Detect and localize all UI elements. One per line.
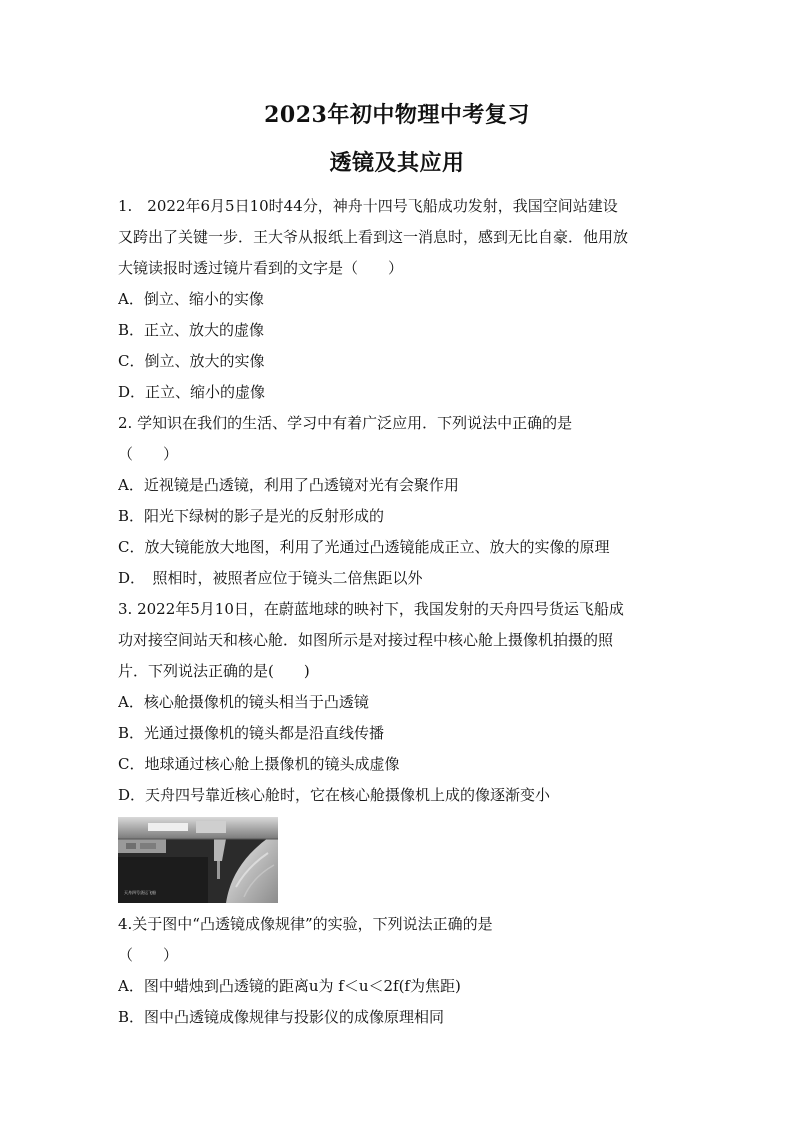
questions-content [118,191,680,1033]
option-a: A．倒立、缩小的实像 [118,290,264,308]
document-subtitle: 透镜及其应用 [329,150,465,176]
question-text-line: 2. 学知识在我们的生活、学习中有着广泛应用．下列说法中正确的是 [118,414,573,432]
option-b: B．阳光下绿树的影子是光的反射形成的 [118,507,385,525]
question-text-line: 功对接空间站天和核心舱．如图所示是对接过程中核心舱上摄像机拍摄的照 [118,631,614,649]
option-d: D．正立、缩小的虚像 [118,383,266,401]
option-b: B．正立、放大的虚像 [118,321,265,339]
document-title: 2023年初中物理中考复习 [264,102,530,128]
question-text-line: 3. 2022年5月10日，在蔚蓝地球的映衬下，我国发射的天舟四号货运飞船成 [118,600,624,618]
question-text-line: （ ） [118,946,179,964]
option-a: A．近视镜是凸透镜，利用了凸透镜对光有会聚作用 [118,476,459,494]
question-text-line: 片．下列说法正确的是( ) [118,662,310,680]
question-text-line: 大镜读报时透过镜片看到的文字是（ ） [118,259,404,277]
option-a: A．图中蜡烛到凸透镜的距离u为 f＜u＜2f(f为焦距) [118,977,461,995]
option-c: C．倒立、放大的实像 [118,352,265,370]
question-1 [118,191,680,408]
option-c: C．地球通过核心舱上摄像机的镜头成虚像 [118,755,400,773]
question-2 [118,408,680,594]
question-3 [118,594,680,903]
option-d: D．天舟四号靠近核心舱时，它在核心舱摄像机上成的像逐渐变小 [118,786,551,804]
question-text-line: 又跨出了关键一步．王大爷从报纸上看到这一消息时，感到无比自豪．他用放 [118,228,629,246]
option-d: D． 照相时，被照者应位于镜头二倍焦距以外 [118,569,423,587]
docking-photo [118,817,278,903]
photo-caption: 天舟四号货运飞船 [124,890,156,895]
option-a: A．核心舱摄像机的镜头相当于凸透镜 [118,693,369,711]
option-b: B．光通过摄像机的镜头都是沿直线传播 [118,724,385,742]
question-4 [118,909,680,1033]
question-text-line: 4.关于图中“凸透镜成像规律”的实验，下列说法正确的是 [118,915,493,933]
option-c: C．放大镜能放大地图，利用了光通过凸透镜能成正立、放大的实像的原理 [118,538,610,556]
option-b: B．图中凸透镜成像规律与投影仪的成像原理相同 [118,1008,445,1026]
question-text-line: （ ） [118,445,179,463]
question-text-line: 1. 2022年6月5日10时44分，神舟十四号飞船成功发射，我国空间站建设 [118,197,618,215]
